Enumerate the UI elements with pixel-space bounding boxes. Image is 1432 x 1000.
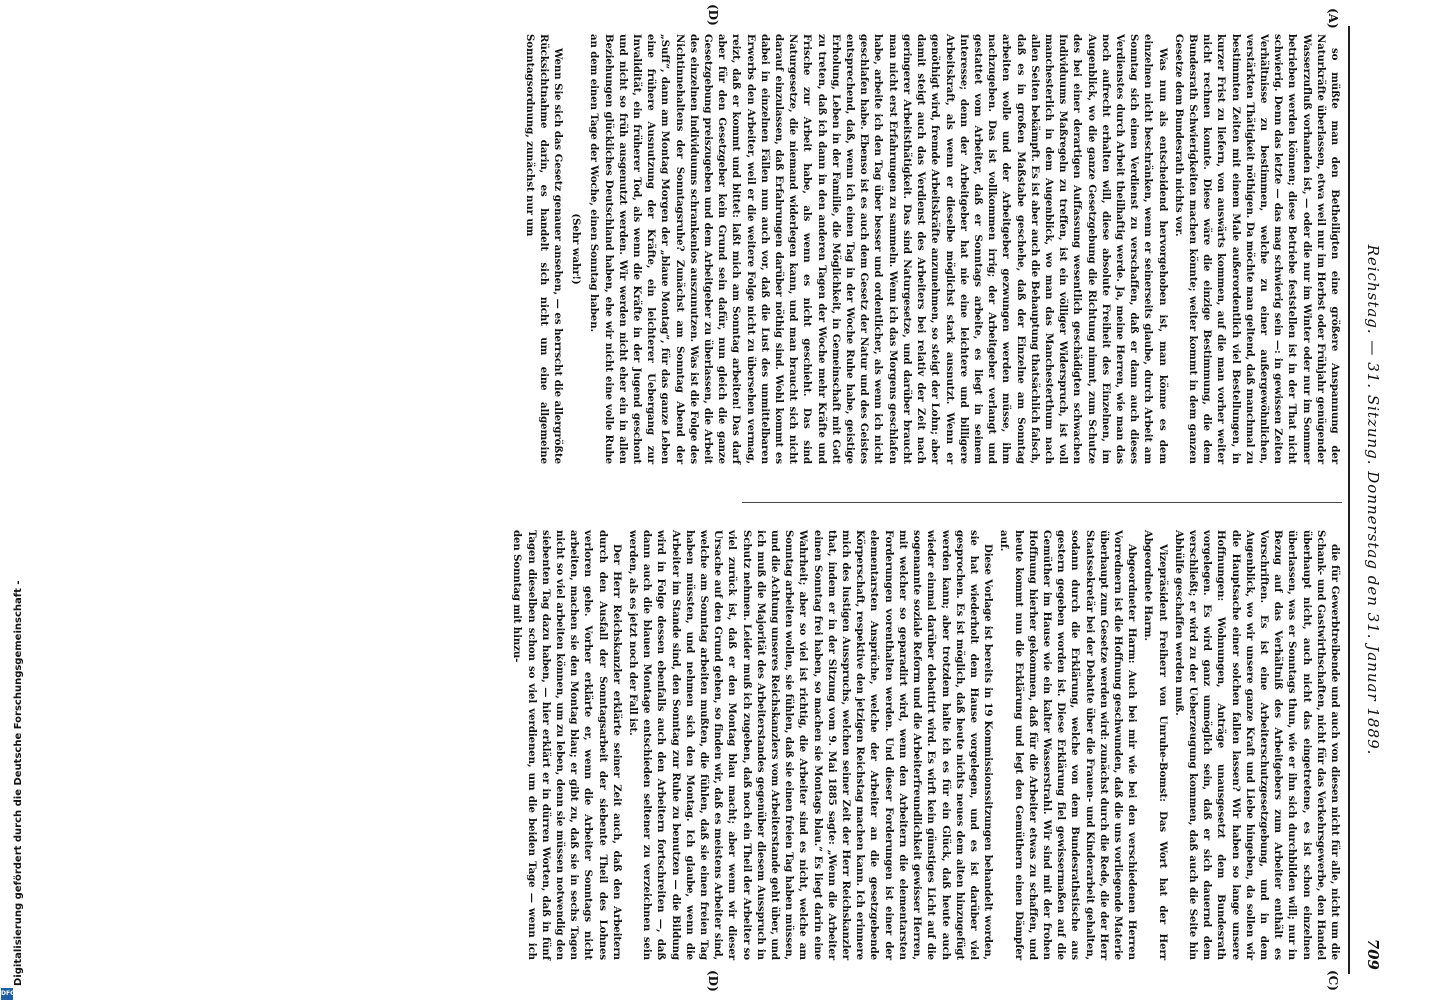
paragraph: Abgeordneter Harm: Auch bei mir wie bei den verschiedenen Herren Vorrednern ist die Hoffnung geschwunden, daß die uns vorliegende Materie überhaupt zum Gesetze werden wird: zunächst durch die Rede, die der Herr Staatssekretär bei der Debatte über die Frauen- und Kinderarbeit gehalten, sodann durch die Erklärung, welche von dem Bundesrathstische aus gestern gegeben worden ist. Diese Erklärung fiel gewissermaßen auf die Gemüther im Hause wie ein kalter Wasserstrahl. Wir sind mit der frohen Hoffnung hierher gekommen, daß für die Arbeiter etwas zu schaffen, und heute kommt nun die Erklärung und legt den Gemüthern einen Dämpfer auf. xyxy=(998,530,1139,960)
dfg-logo: DFG xyxy=(1,988,13,1000)
paragraph: die für Gewerbtreibende und auch von diesen nicht für alle, nicht um die Schank- und Gastwirthschaften, nicht für das Verkehrsgewerbe, den Handel überhaupt nicht, auch nicht das eingetretene, es ist schon einzelnen überlassen, was er Sonntags thun, wie er ihn sich durchbilden will; nur in Bezug auf das Verhältniß des Arbeitgebers zum Arbeiter enthält es Vorschriften. Es ist eine Arbeiterschutzgesetzgebung, und in dem Augenblick, wo wir unsere ganze Kraft und Liebe hingeben, da sollen wir die Hauptsache einer solchen fallen lassen? Wir haben so lange unsere Hoffnungen: Wohnungen, Anträge unausgesetzt dem Bundesrath vorgelegen. Es wird ganz unmöglich sein, daß er sich dauernd dem verschließt; er wird zu der Ueberzeugung kommen, daß auch die Seite hin Abhülfe geschaffen werden muß. xyxy=(1172,530,1341,960)
right-column xyxy=(508,530,1342,960)
left-column xyxy=(520,34,1342,464)
page-number: 709 xyxy=(1364,938,1382,970)
credit-text: Digitalisierung gefördert durch die Deutsche Forschungsgemeinschaft - xyxy=(13,580,24,986)
running-title: Reichstag. — 31. Sitzung. Donnerstag den 31. Januar 1889. xyxy=(1364,244,1382,756)
digitization-credit xyxy=(0,0,24,1000)
header-rule xyxy=(1348,26,1350,974)
page-header xyxy=(1352,30,1382,970)
column-divider xyxy=(742,502,1342,503)
margin-mark-c: (C) xyxy=(1326,970,1340,991)
stage-direction: (Sehr wahr!) xyxy=(570,213,583,285)
speaker-intro: Vizepräsident Freiherr von Unruhe-Bomst: Das Wort hat der Herr Abgeordnete Harm. xyxy=(1142,530,1169,960)
margin-mark-d-left: (D) xyxy=(706,4,720,26)
margin-mark-d-right: (D) xyxy=(706,970,720,992)
paragraph: so müßte man den Betheiligten eine größere Anspannung der Naturkräfte überlassen, etwa weil nur im Herbst oder Frühjahr genügender Wasserzufluß vorhanden ist, — oder die nur im Winter oder nur im Sommer betrieben werden können; diese Betriebe feststellen ist in der That nicht schwierig. Denn das letzte — das mag schwierig sein —: in gewissen Zeiten Verhältnisse zu bestimmen, welche zu einer außergewöhnlichen, verstärkten Thätigkeit nöthigen. Da möchte man geltend, daß manchmal zu bestimmten Zeiten mit einem Male außerordentlich viel Bestellungen, in kurzer Frist zu liefern, von auswärts kommen, auf die man vorher weiter nicht rechnen konnte. Diese wäre die einzige Bestimmung, die dem Bundesrath Schwierigkeiten machen könnte; weiter kommt in dem ganzen Gesetze dem Bundesrath nichts vor. xyxy=(1172,34,1341,464)
paragraph: Was nun als entscheidend hervorgehoben ist, man könne es dem einzelnen nicht beschränken, wenn er seinerseits glaube, durch Arbeit am Sonntag sich einen Verdienst zu verschaffen, daß er dann auch dieses Verdienstes durch Arbeit theilhaftig werde. Ja, meine Herren, wie man das noch aufrecht erhalten will, diese absolute Freiheit des Einzelnen, im Augenblick, wo die ganze Gesetzgebung die Richtung nimmt, zum Schutze des bei einer derartigen Auffassung wesentlich geschädigten schwachen Individuums Maßregeln zu treffen, ist ein völliger Widerspruch, ist voll manchesterlich in dem Augenblick, wo man das Manchesterthum nach allen Seiten bekämpft. Es ist aber auch die Behauptung thatsächlich falsch, daß es in großen Maßstabe geschehe, daß der Einzelne am Sonntag arbeiten wolle und der Arbeitgeber gezwungen werden müsse, ihm nachzugeben. Das ist vollkommen irrig; der Arbeitgeber verlangt und gestattet vom Arbeiter, daß er Sonntags arbeite, es liegt in seinem Interesse; denn der Arbeitgeber hat nie eine leichtere und billigere Arbeitskraft, als wenn er dieselbe möglichst stark ausnutzt. Wenn er genöthigt wird, fremde Arbeitskräfte anzunehmen, so steigt der Lohn; aber damit steigt auch das Verdienst des Arbeiters bei relativ der Zeit nach geringerer Arbeitsthätigkeit. Das sind Naturgesetze, und darüber braucht man nicht erst Erfahrungen zu sammeln. Wenn ich das Morgens geschlafen habe, arbeite ich den Tag über besser und ordentlicher, als wenn ich nicht geschlafen habe. Ebenso ist es auch dem Gesetz der Natur und des Geistes entsprechend, daß, wenn ich einen Tag in der Woche Ruhe habe, geistige Erholung, Leben in der Familie, die Möglichkeit, in Gemeinschaft mit Gott zu treten, daß ich dann in den anderen Tagen der Woche mehr Kräfte und Frische zur Arbeit habe, als wenn es nicht geschieht. Das sind Naturgesetze, die niemand widerlegen kann, und man braucht sich nicht darauf einzulassen, daß Erfahrungen darüber nöthig sind. Wohl kommt es dabei in einzelnen Fällen nun auch vor, daß die Lust des unmittelbaren Erwerbs den Arbeiter, weil er die weitere Folge nicht zu übersehen vermag, reizt, daß er kommt und bittet: laßt mich am Sonntag arbeiten! Das darf aber für den Gesetzgeber kein Grund sein dafür, nun gleich die ganze Gesetzgebung preiszugeben und dem Arbeitgeber zu überlassen, die Arbeit des einzelnen Individuums schrankenlos auszunutzen. Was ist die Folge des Nichtinnehaltens der Sonntagsruhe? Zunächst am Sonntag Abend der „Suff“, dann am Montag Morgen der „blaue Montag“, für das ganze Leben eine frühere Ausnutzung der Kräfte, ein leichterer Uebergang zur Invalidität, ein früherer Tod, als wenn die Kräfte in der Jugend geschont und nicht so früh ausgenutzt werden. Wir werden nicht eher ein in allen Beziehungen glückliches Deutschland haben, ehe wir nicht eine volle Ruhe an dem einen Tage der Woche, einen Sonntag haben. xyxy=(588,34,1169,464)
paragraph: Der Herr Reichskanzler erklärte seiner Zeit auch, daß den Arbeitern durch den Ausfall der Sonntagsarbeit der siebente Theil des Lohnes verloren gehe. Vorher erklärte er, wenn die Arbeiter Sonntags nicht arbeiten, machen sie den Montag blau; er gibt zu, daß sie in sechs Tagen nicht so viel arbeiten können, um zu leben, denn sie müssen notwendig den siebenten Tag dazu haben, — hier erklärt er in dürren Worten, daß in fünf Tagen dieselben schon so viel verdienen, um die beiden Tage — wenn ich den Sonntag mit hinzu- xyxy=(511,530,623,960)
paragraph: Wenn Sie sich das Gesetz genauer ansehen, — es herrscht die allergrößte Rücksichtnahme darin, es handelt sich nicht um eine allgemeine Sonntagsordnung, zunächst nur um xyxy=(523,34,565,464)
margin-mark-a: (A) xyxy=(1326,8,1340,29)
paragraph: Diese Vorlage ist bereits in 19 Kommissionssitzungen behandelt worden, sie hat wiederholt dem Hause vorgelegen, und es ist darüber viel gesprochen. Es ist möglich, daß heute nichts neues dem alten hinzugefügt werden kann; aber trotzdem halte ich es für ein Glück, daß heute auch wieder einmal darüber debattirt wird. Es wirft kein günstiges Licht auf die sogenannte soziale Reform und die Arbeiterfreundlichkeit gewisser Herren, mit welcher so geparadirt wird, wenn den Arbeitern die elementarsten Forderungen vorenthalten werden. Und dieser Forderungen ist einer der elementarsten Ansprüche, welche der Arbeiter an die gesetzgebende Körperschaft, respektive den jetzigen Reichstag machen kann. Ich erinnere mich des lustigen Ausspruchs, welchen seiner Zeit der Herr Reichskanzler that, indem er in der Sitzung vom 9. Mai 1885 sagte: „Wenn die Arbeiter einen Sonntag frei haben, so machen sie Montags blau.“ Es liegt darin eine Wahrheit; aber so viel ist richtig, die Arbeiter sind es nicht, welche am Sonntag arbeiten wollen, sie fühlen, daß sie einen freien Tag haben müssen, und die Achtung unseres Reichskanzlers vom Arbeiterstande geht über, und ich muß die Majorität des Arbeiterstandes gegenüber diesem Ausspruch in Schutz nehmen. Leider muß ich zugeben, daß noch ein Theil der Arbeiter so viel zurück ist, daß er den Montag blau macht; aber wenn wir dieser Ursache auf den Grund gehen, so finden wir, daß es meistens Arbeiter sind, welche am Sonntag arbeiten mußten, die fühlen, daß sie einen freien Tag haben müssten, und nehmen sich den Montag. Ich glaube, wenn die Arbeiter im Stande sind, den Sonntag zur Ruhe zu benutzen — die Bildung wird in Folge dessen ebenfalls auch den Arbeitern fortschreiten —, daß dann auch die blauen Montage entschieden seltener zu verzeichnen sein werden, als es jetzt noch der Fall ist. xyxy=(627,530,995,960)
